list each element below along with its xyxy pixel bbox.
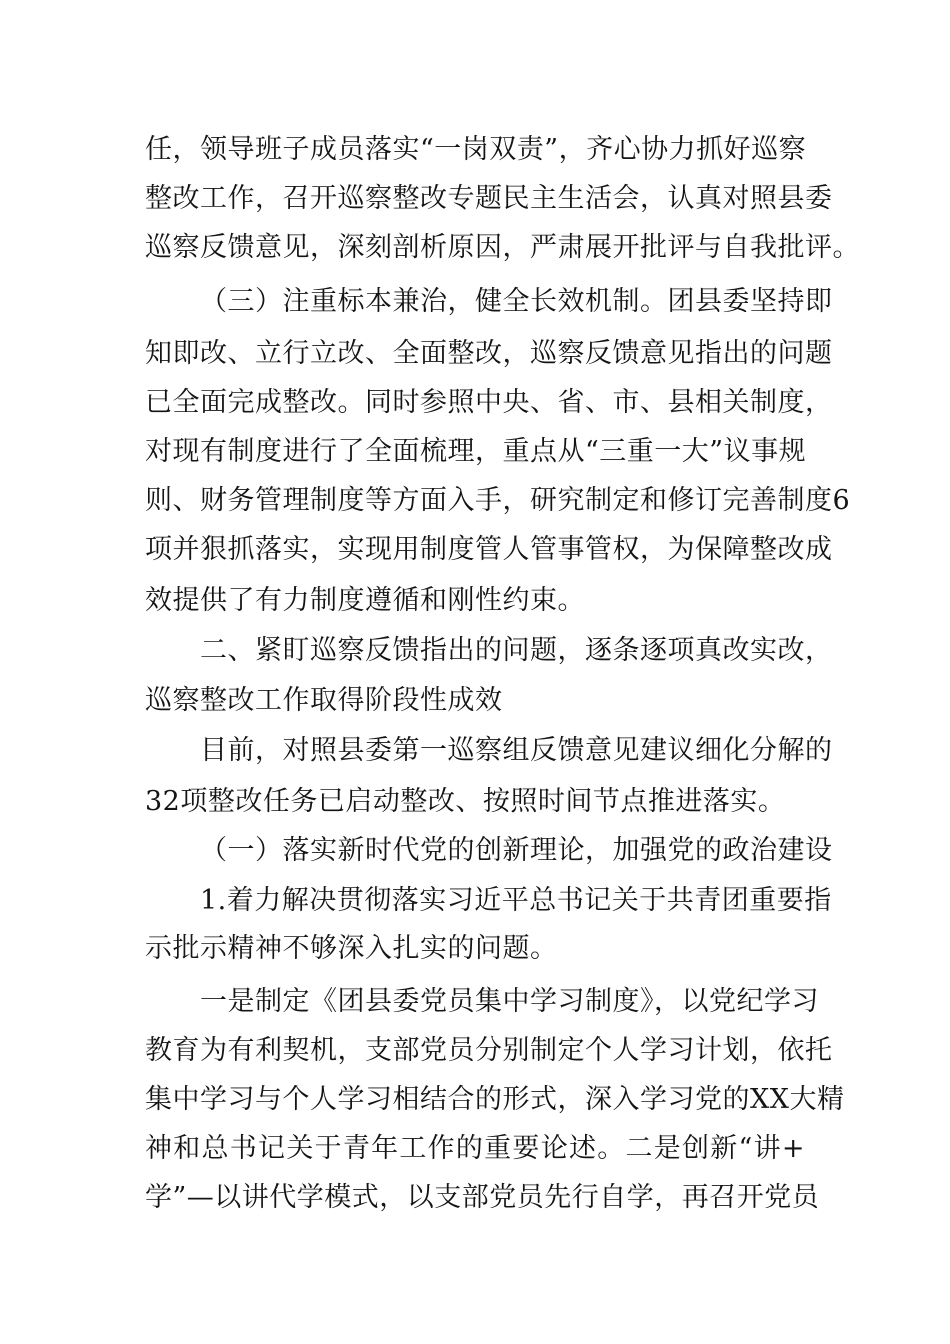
section-heading: 二、紧盯巡察反馈指出的问题，逐条逐项真改实改， <box>200 635 833 666</box>
text-line: 任，领导班子成员落实“一岗双责”，齐心协力抓好巡察 <box>145 134 807 165</box>
text-line: 神和总书记关于青年工作的重要论述。二是创新“讲+ <box>145 1133 805 1164</box>
section-heading: 巡察整改工作取得阶段性成效 <box>145 685 503 716</box>
text-line: 项并狠抓落实，实现用制度管人管事管权，为保障整改成 <box>145 534 833 565</box>
text-line: 一是制定《团县委党员集中学习制度》，以党纪学习 <box>200 986 819 1017</box>
subsection-heading: （一）落实新时代党的创新理论，加强党的政治建设 <box>200 835 833 866</box>
text-line: 知即改、立行立改、全面整改，巡察反馈意见指出的问题 <box>145 338 833 369</box>
text-line: 32项整改任务已启动整改、按照时间节点推进落实。 <box>145 786 786 817</box>
text-line: 教育为有利契机，支部党员分别制定个人学习计划，依托 <box>145 1035 833 1066</box>
text-line: 对现有制度进行了全面梳理，重点从“三重一大”议事规 <box>145 436 807 467</box>
text-line: 目前，对照县委第一巡察组反馈意见建议细化分解的 <box>200 735 833 766</box>
text-line: 学”—以讲代学模式，以支部党员先行自学，再召开党员 <box>145 1182 820 1213</box>
text-line: 则、财务管理制度等方面入手，研究制定和修订完善制度6 <box>145 485 851 516</box>
text-line: 巡察反馈意见，深刻剖析原因，严肃展开批评与自我批评。 <box>145 232 860 263</box>
text-line: 整改工作，召开巡察整改专题民主生活会，认真对照县委 <box>145 183 833 214</box>
text-line: （三）注重标本兼治，健全长效机制。团县委坚持即 <box>200 286 833 317</box>
text-line: 已全面完成整改。同时参照中央、省、市、县相关制度， <box>145 387 833 418</box>
text-line: 1.着力解决贯彻落实习近平总书记关于共青团重要指 <box>200 885 832 916</box>
text-line: 集中学习与个人学习相结合的形式，深入学习党的XX大精 <box>145 1084 845 1115</box>
text-line: 效提供了有力制度遵循和刚性约束。 <box>145 585 585 616</box>
text-line: 示批示精神不够深入扎实的问题。 <box>145 933 558 964</box>
